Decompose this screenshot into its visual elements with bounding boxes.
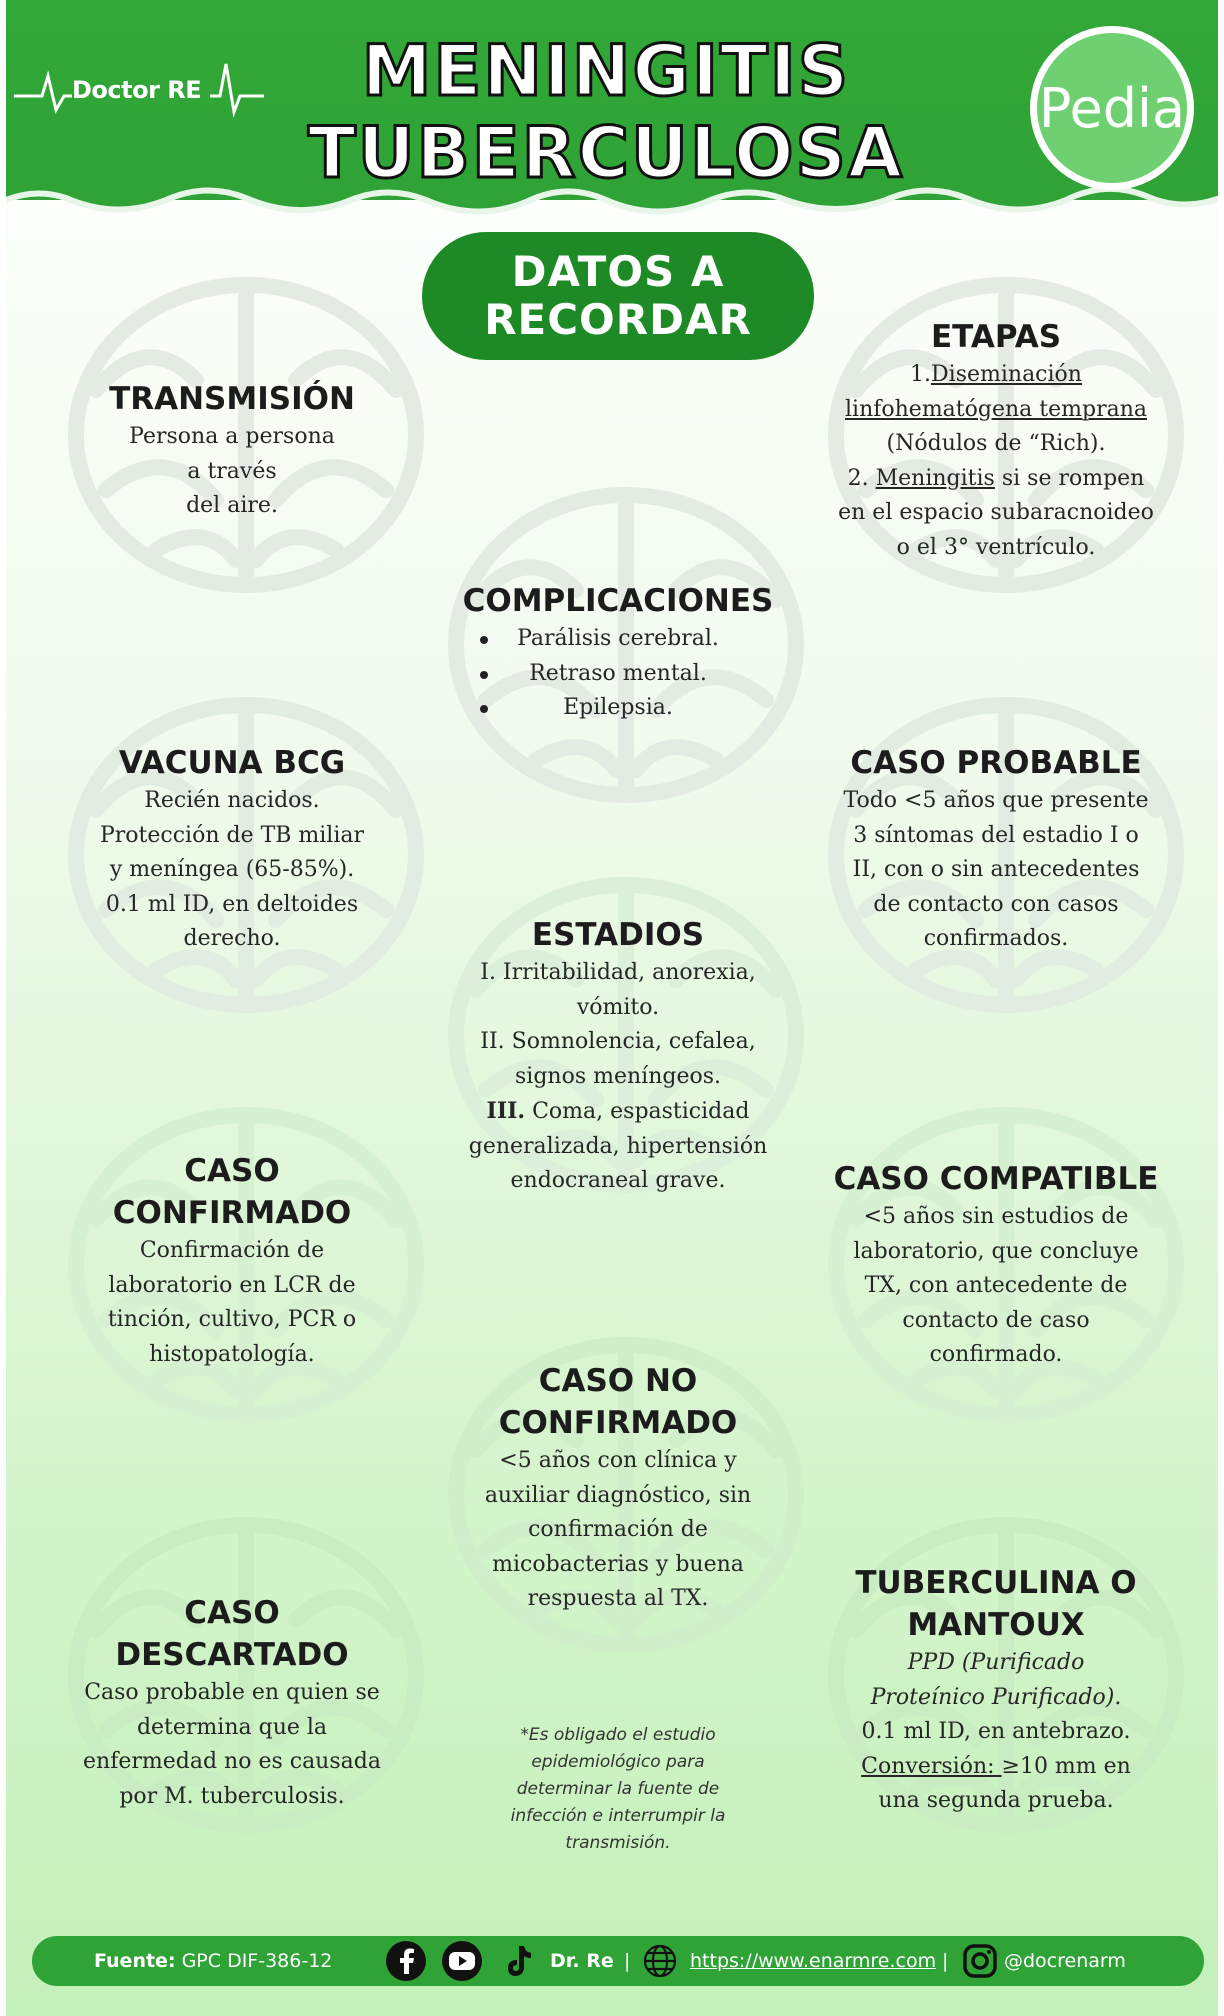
- section-line: micobacterias y buena: [492, 1551, 744, 1577]
- bullet-icon: [480, 705, 488, 713]
- section-line: Caso probable en quien se: [84, 1680, 380, 1705]
- section-line: confirmado.: [929, 1342, 1063, 1367]
- section-title: CASO NO: [538, 1363, 698, 1399]
- section-line: endocraneal grave.: [510, 1168, 726, 1193]
- section-tuberculina: [826, 1562, 1166, 1819]
- list-item: Retraso mental.: [456, 657, 780, 692]
- section-caso-probable: [826, 742, 1166, 957]
- footer-author: Dr. Re: [550, 1950, 614, 1972]
- list-item: Parálisis cerebral.: [456, 622, 780, 657]
- title-line-2: TUBERCULOSA: [307, 112, 905, 194]
- section-title: VACUNA BCG: [118, 745, 346, 781]
- section-line: Persona a persona: [129, 424, 335, 449]
- section-caso-compatible: [826, 1158, 1166, 1373]
- section-line: generalizada, hipertensión: [468, 1133, 768, 1159]
- section-title: TRANSMISIÓN: [109, 381, 355, 417]
- section-line: 0.1 ml ID, en deltoides: [105, 891, 359, 917]
- section-line: laboratorio, que concluye: [853, 1238, 1139, 1264]
- title-line-1: MENINGITIS: [361, 30, 851, 112]
- section-vacuna-bcg: [72, 742, 392, 957]
- section-title: ESTADIOS: [531, 917, 705, 953]
- section-title: CASO COMPATIBLE: [833, 1161, 1159, 1197]
- section-line: en el espacio subaracnoideo: [838, 500, 1154, 525]
- footer-separator: |: [942, 1950, 949, 1972]
- section-line: tinción, cultivo, PCR o: [107, 1307, 357, 1332]
- section-title: CASO DESCARTADO: [115, 1595, 349, 1673]
- brand-name: Doctor RE: [72, 76, 202, 104]
- instagram-handle[interactable]: @docrenarm: [1004, 1950, 1126, 1972]
- section-estadios: [452, 914, 784, 1199]
- section-line: de contacto con casos: [873, 891, 1119, 917]
- section-line: confirmados.: [923, 926, 1069, 951]
- pill-line-2: RECORDAR: [484, 295, 752, 344]
- section-caso-descartado: [72, 1592, 392, 1814]
- website-link[interactable]: https://www.enarmre.com: [690, 1950, 937, 1972]
- section-line: vómito.: [576, 994, 660, 1020]
- section-line: 3 síntomas del estadio I o: [853, 822, 1139, 848]
- list-item: Epilepsia.: [456, 691, 780, 726]
- section-line: I. Irritabilidad, anorexia,: [480, 960, 756, 985]
- section-line: determina que la: [136, 1714, 328, 1740]
- section-etapas: [826, 316, 1166, 565]
- pedia-badge: [1030, 26, 1194, 190]
- section-line: III. Coma, espasticidad: [486, 1098, 750, 1124]
- section-line: (Nódulos de “Rich).: [886, 431, 1106, 456]
- section-line: laboratorio en LCR de: [108, 1272, 356, 1298]
- section-line: Conversión: ≥10 mm en: [861, 1753, 1131, 1779]
- pedia-badge-label: Pedia: [1038, 76, 1186, 140]
- tiktok-icon[interactable]: [498, 1941, 538, 1981]
- bullet-icon: [480, 671, 488, 679]
- section-line: TX, con antecedente de: [864, 1273, 1128, 1298]
- footer-separator: |: [624, 1950, 631, 1972]
- section-title: CASO PROBABLE: [850, 745, 1142, 781]
- section-caso-no-confirmado: [462, 1360, 774, 1617]
- section-title: CONFIRMADO: [498, 1405, 738, 1441]
- section-line: 1.Diseminación: [910, 362, 1082, 387]
- pill-line-1: DATOS A: [511, 247, 725, 296]
- section-line: contacto de caso: [902, 1307, 1090, 1333]
- section-line: II, con o sin antecedentes: [852, 857, 1140, 882]
- complicaciones-list: [456, 622, 780, 726]
- bullet-icon: [480, 636, 488, 644]
- section-line: Todo <5 años que presente: [843, 788, 1149, 813]
- section-title: CONFIRMADO: [112, 1195, 352, 1231]
- section-line: <5 años con clínica y: [499, 1448, 737, 1473]
- section-complicaciones: [456, 580, 780, 726]
- section-line: respuesta al TX.: [527, 1586, 709, 1611]
- section-title: CASO: [184, 1153, 280, 1189]
- footnote: *Es obligado el estudio epidemiológico para determinar la fuente de infección e interrumpir la transmisión.: [510, 1725, 726, 1853]
- section-title: TUBERCULINA O: [855, 1565, 1137, 1601]
- page-title: [306, 30, 906, 194]
- section-line: <5 años sin estudios de: [863, 1204, 1129, 1229]
- section-line: II. Somnolencia, cefalea,: [480, 1029, 756, 1054]
- section-line: Proteínico Purificado).: [870, 1684, 1122, 1710]
- section-line: enfermedad no es causada: [83, 1749, 381, 1774]
- section-line: confirmación de: [528, 1517, 708, 1542]
- section-line: 0.1 ml ID, en antebrazo.: [861, 1719, 1131, 1744]
- section-line: auxiliar diagnóstico, sin: [484, 1482, 752, 1508]
- section-line: o el 3° ventrículo.: [896, 534, 1096, 560]
- datos-a-recordar-pill: [422, 232, 814, 360]
- section-caso-confirmado: [82, 1150, 382, 1372]
- facebook-icon[interactable]: [386, 1941, 426, 1981]
- section-line: histopatología.: [149, 1341, 315, 1367]
- section-line: Confirmación de: [139, 1238, 325, 1263]
- section-line: Protección de TB miliar: [99, 822, 365, 848]
- globe-icon: [640, 1941, 680, 1981]
- youtube-icon[interactable]: [442, 1941, 482, 1981]
- section-line: 2. Meningitis si se rompen: [847, 465, 1145, 491]
- section-transmision: [92, 378, 372, 524]
- section-line: a través: [187, 458, 277, 484]
- footer-source: Fuente: GPC DIF-386-12: [94, 1950, 333, 1972]
- section-line: una segunda prueba.: [878, 1788, 1114, 1813]
- section-line: del aire.: [186, 493, 278, 518]
- footer-bar: [32, 1936, 1204, 1986]
- section-line: signos meníngeos.: [515, 1063, 721, 1089]
- section-line: Recién nacidos.: [144, 788, 320, 813]
- section-line: y meníngea (65-85%).: [109, 857, 355, 882]
- instagram-icon[interactable]: [960, 1941, 1000, 1981]
- section-title: COMPLICACIONES: [462, 583, 774, 619]
- section-line: PPD (Purificado: [907, 1650, 1085, 1675]
- section-title: ETAPAS: [930, 319, 1062, 355]
- section-line: linfohematógena temprana: [845, 396, 1147, 422]
- section-line: por M. tuberculosis.: [119, 1783, 345, 1809]
- section-title: MANTOUX: [907, 1607, 1085, 1643]
- section-line: derecho.: [183, 926, 281, 951]
